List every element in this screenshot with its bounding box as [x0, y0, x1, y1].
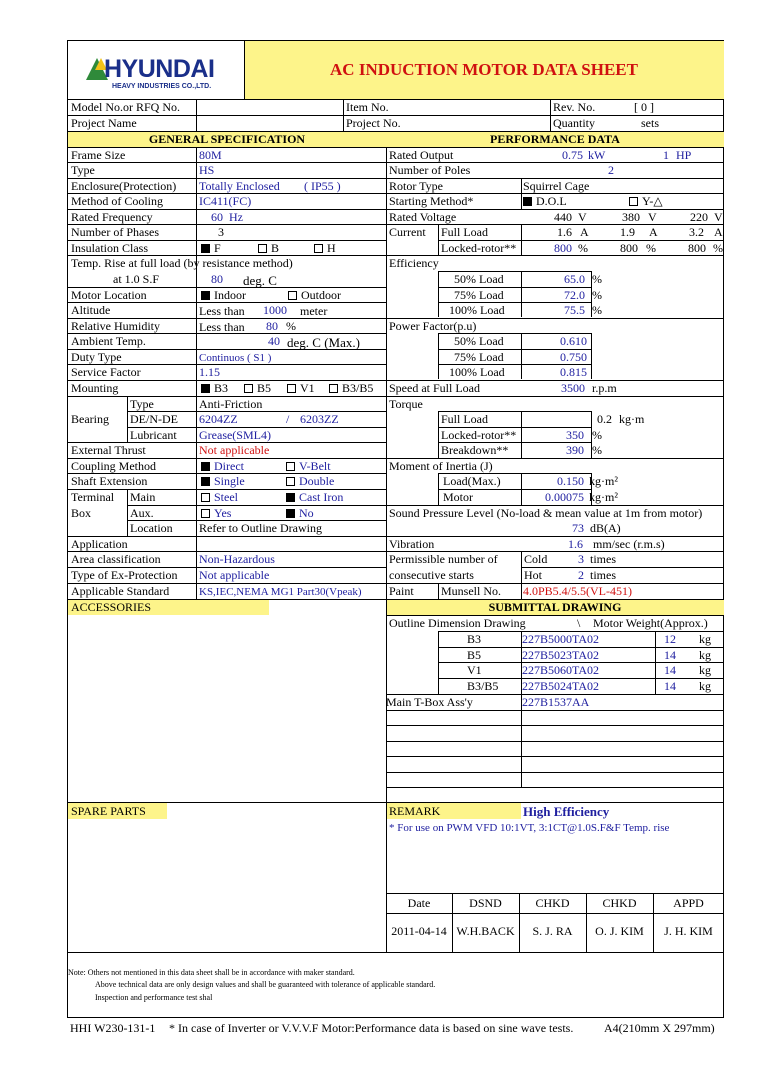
type-value: HS: [199, 163, 215, 177]
rotor-value: Squirrel Cage: [523, 179, 590, 193]
type-label: Type: [71, 163, 95, 177]
vibration-label: Vibration: [389, 537, 435, 551]
bearing-type-value: Anti-Friction: [199, 397, 263, 411]
paint-label: Paint: [389, 584, 414, 598]
voltage-unit: V: [578, 210, 587, 224]
pf-50-value: 0.610: [560, 334, 587, 348]
signoff-chkd2-header: CHKD: [602, 896, 637, 910]
drawing-weight: 14: [664, 648, 676, 662]
service-factor-value: 1.15: [199, 365, 220, 379]
torque-breakdown-value: 390: [566, 443, 584, 457]
voltage-unit: V: [648, 210, 657, 224]
current-full-380: 1.9: [620, 225, 635, 239]
humidity-value: 80: [266, 319, 278, 333]
signoff-dsnd-value: W.H.BACK: [456, 924, 515, 938]
frequency-label: Rated Frequency: [71, 210, 153, 224]
signoff-chkd-header: CHKD: [535, 896, 570, 910]
ambient-label: Ambient Temp.: [71, 334, 146, 348]
motor-weight-label: Motor Weight(Approx.): [593, 616, 708, 630]
eff-100-label: 100% Load: [449, 303, 505, 317]
starting-option-dol[interactable]: D.O.L: [523, 194, 567, 209]
project-no-label: Project No.: [346, 116, 401, 130]
voltage-440: 440: [554, 210, 572, 224]
checkbox-icon: [629, 197, 638, 206]
area-value: Non-Hazardous: [199, 552, 275, 566]
eff-unit: %: [592, 288, 602, 302]
signoff-chkd-value: S. J. RA: [532, 924, 573, 938]
paint-value: 4.0PB5.4/5.5(VL-451): [523, 584, 632, 598]
voltage-label: Rated Voltage: [389, 210, 457, 224]
eff-50-label: 50% Load: [454, 272, 504, 286]
pf-50-label: 50% Load: [454, 334, 504, 348]
altitude-prefix: Less than: [199, 304, 245, 318]
pf-100-label: 100% Load: [449, 365, 505, 379]
current-full-440: 1.6: [557, 225, 572, 239]
vibration-value: 1.6: [568, 537, 583, 551]
temp-rise-value: 80: [211, 272, 223, 286]
standard-value: KS,IEC,NEMA MG1 Part30(Vpeak): [199, 586, 362, 598]
drawing-number: 227B5024TA02: [522, 679, 600, 693]
quantity-unit: sets: [641, 116, 659, 130]
location-option-indoor[interactable]: Indoor: [201, 288, 246, 303]
output-label: Rated Output: [389, 148, 454, 162]
speed-label: Speed at Full Load: [389, 381, 480, 395]
coupling-option-direct[interactable]: Direct: [201, 459, 244, 474]
submittal-separator: \: [577, 616, 581, 630]
bearing-type-label: Type: [130, 397, 154, 411]
tbox-label: Main T-Box Ass'y: [386, 695, 473, 709]
shaft-option-single[interactable]: Single: [201, 474, 245, 489]
torque-locked-value: 350: [566, 428, 584, 442]
aux-option-yes[interactable]: Yes: [201, 506, 231, 521]
inertia-load-value: 0.150: [557, 474, 584, 488]
aux-option-no[interactable]: No: [286, 506, 314, 521]
drawing-weight: 14: [664, 663, 676, 677]
humidity-unit: %: [286, 319, 296, 333]
checked-box-icon: [201, 384, 210, 393]
insulation-option-f[interactable]: F: [201, 241, 221, 256]
inertia-unit: kg·m²: [589, 490, 618, 504]
insulation-option-b[interactable]: B: [258, 241, 279, 256]
terminal-location-value: Refer to Outline Drawing: [199, 521, 322, 535]
current-locked-unit: %: [578, 241, 588, 255]
duty-value: Continuos ( S1 ): [199, 352, 272, 364]
current-unit: A: [649, 225, 658, 239]
bearing-label: Bearing: [71, 412, 109, 426]
starts-unit: times: [590, 552, 616, 566]
voltage-380: 380: [622, 210, 640, 224]
phases-value: 3: [218, 225, 224, 239]
checkbox-icon: [286, 477, 295, 486]
inertia-unit: kg·m²: [589, 474, 618, 488]
current-locked-220: 800: [688, 241, 706, 255]
checkbox-icon: [201, 509, 210, 518]
starts-hot-value: 2: [578, 568, 584, 582]
sound-label: Sound Pressure Level (No-load & mean value at 1m from motor): [389, 506, 703, 520]
tbox-value: 227B1537AA: [522, 695, 590, 709]
page-title: AC INDUCTION MOTOR DATA SHEET: [330, 60, 638, 79]
location-label: Motor Location: [71, 288, 147, 302]
shaft-label: Shaft Extension: [71, 474, 148, 488]
standard-label: Applicable Standard: [71, 584, 170, 598]
drawing-weight-unit: kg: [699, 679, 711, 693]
logo-text: HYUNDAI: [104, 55, 215, 83]
coupling-option-vbelt[interactable]: V-Belt: [286, 459, 331, 474]
current-locked-380: 800: [620, 241, 638, 255]
starting-option-y-delta[interactable]: Y-△: [629, 194, 663, 209]
inertia-label: Moment of Inertia (J): [389, 459, 493, 473]
poles-label: Number of Poles: [389, 163, 471, 177]
torque-locked-label: Locked-rotor**: [441, 428, 517, 442]
spare-parts-heading: SPARE PARTS: [71, 804, 146, 818]
footer-paper-size: A4(210mm X 297mm): [604, 1021, 715, 1035]
insulation-label: Insulation Class: [71, 241, 148, 255]
duty-label: Duty Type: [71, 350, 122, 364]
starting-label: Starting Method*: [389, 194, 474, 208]
item-label: Item No.: [346, 100, 389, 114]
thrust-value: Not applicable: [199, 443, 270, 457]
output-unit: kW: [588, 148, 606, 162]
frequency-value: 60: [211, 210, 223, 224]
current-label: Current: [389, 225, 426, 239]
humidity-label: Relative Humidity: [71, 319, 160, 333]
efficiency-label: Efficiency: [389, 256, 439, 270]
enclosure-value: Totally Enclosed: [199, 179, 280, 193]
bearing-nde-value: 6203ZZ: [300, 412, 339, 426]
remark-text: * For use on PWM VFD 10:1VT, 3:1CT@1.0S.F&F Temp. rise: [389, 822, 670, 834]
rev-label: Rev. No.: [553, 100, 596, 114]
mounting-option-b3[interactable]: B3: [201, 381, 228, 396]
drawing-mount: V1: [467, 663, 482, 677]
checkbox-icon: [201, 493, 210, 502]
torque-full-unit: kg·m: [619, 412, 645, 426]
signoff-dsnd-header: DSND: [469, 896, 502, 910]
bearing-de-label: DE/N-DE: [130, 412, 178, 426]
drawing-weight: 14: [664, 679, 676, 693]
checked-box-icon: [201, 462, 210, 471]
project-name-label: Project Name: [71, 116, 137, 130]
phases-label: Number of Phases: [71, 225, 159, 239]
terminal-aux-label: Aux.: [130, 506, 154, 520]
checked-box-icon: [201, 291, 210, 300]
bearing-separator: /: [286, 412, 290, 426]
insulation-option-h[interactable]: H: [314, 241, 336, 256]
starts-hot-label: Hot: [524, 568, 542, 582]
voltage-220: 220: [690, 210, 708, 224]
current-full-label: Full Load: [441, 225, 488, 239]
starts-label-1: Permissible number of: [389, 552, 498, 566]
voltage-unit: V: [714, 210, 723, 224]
ex-protection-label: Type of Ex-Protection: [71, 568, 178, 582]
torque-label: Torque: [389, 397, 423, 411]
remark-title: High Efficiency: [523, 804, 610, 819]
quantity-label: Quantity: [553, 116, 595, 130]
terminal-main-label: Main: [130, 490, 156, 504]
terminal-location-label: Location: [130, 521, 173, 535]
mounting-option-b3b5[interactable]: B3/B5: [329, 381, 373, 396]
note-line-2: Above technical data are only design values and shall be guaranteed with tolerance of applicable standard.: [95, 980, 436, 989]
outline-drawing-label: Outline Dimension Drawing: [389, 616, 526, 630]
data-sheet: [67, 40, 724, 1018]
drawing-number: 227B5060TA02: [522, 663, 600, 677]
eff-75-value: 72.0: [564, 288, 585, 302]
remark-heading: REMARK: [389, 804, 441, 818]
pf-75-label: 75% Load: [454, 350, 504, 364]
submittal-heading: SUBMITTAL DRAWING: [488, 600, 622, 614]
signoff-appd-header: APPD: [673, 896, 704, 910]
drawing-weight-unit: kg: [699, 632, 711, 646]
altitude-unit: meter: [300, 304, 328, 318]
temp-rise-label: Temp. Rise at full load (by resistance method): [71, 256, 293, 270]
footer-text: * In case of Inverter or V.V.V.F Motor:Performance data is based on sine wave tests.: [169, 1021, 574, 1035]
frame-size-label: Frame Size: [71, 148, 126, 162]
drawing-mount: B3/B5: [467, 679, 499, 693]
box-label: Box: [71, 506, 92, 520]
checkbox-icon: [314, 244, 323, 253]
torque-unit: %: [592, 428, 602, 442]
signoff-date-value: 2011-04-14: [391, 924, 447, 938]
eff-100-value: 75.5: [564, 303, 585, 317]
cooling-label: Method of Cooling: [71, 194, 163, 208]
checked-box-icon: [286, 493, 295, 502]
footer-doc-number: HHI W230-131-1: [70, 1021, 156, 1035]
terminal-option-steel[interactable]: Steel: [201, 490, 238, 505]
inertia-motor-label: Motor: [443, 490, 473, 504]
torque-unit: %: [592, 443, 602, 457]
altitude-label: Altitude: [71, 303, 111, 317]
starts-cold-label: Cold: [524, 552, 548, 566]
application-label: Application: [71, 537, 128, 551]
drawing-weight-unit: kg: [699, 648, 711, 662]
altitude-value: 1000: [263, 303, 287, 317]
lubricant-value: Grease(SML4): [199, 428, 271, 442]
output-value: 0.75: [562, 148, 583, 162]
checkbox-icon: [287, 384, 296, 393]
area-label: Area classification: [71, 552, 161, 566]
ambient-value: 40: [268, 334, 280, 348]
drawing-number: 227B5000TA02: [522, 632, 600, 646]
pf-75-value: 0.750: [560, 350, 587, 364]
logo-subtext: HEAVY INDUSTRIES CO.,LTD.: [112, 83, 212, 90]
cooling-value: IC411(FC): [199, 194, 252, 208]
current-locked-unit: %: [646, 241, 656, 255]
signoff-chkd2-value: O. J. KIM: [595, 924, 644, 938]
speed-value: 3500: [561, 381, 585, 395]
torque-breakdown-label: Breakdown**: [441, 443, 509, 457]
current-locked-440: 800: [554, 241, 572, 255]
frequency-unit: Hz: [229, 210, 243, 224]
sound-value: 73: [572, 521, 584, 535]
sound-unit: dB(A): [590, 521, 621, 535]
output-hp-value: 1: [663, 148, 669, 162]
output-hp-unit: HP: [676, 148, 692, 162]
thrust-label: External Thrust: [71, 443, 146, 457]
location-option-outdoor[interactable]: Outdoor: [288, 288, 341, 303]
inertia-motor-value: 0.00075: [545, 490, 584, 504]
current-full-220: 3.2: [689, 225, 704, 239]
drawing-number: 227B5023TA02: [522, 648, 600, 662]
hyundai-logo: [68, 41, 244, 99]
torque-full-value: 0.2: [597, 412, 612, 426]
munsell-label: Munsell No.: [441, 584, 501, 598]
humidity-prefix: Less than: [199, 320, 245, 334]
current-unit: A: [714, 225, 723, 239]
general-spec-heading: GENERAL SPECIFICATION: [148, 132, 306, 146]
enclosure-label: Enclosure(Protection): [71, 179, 177, 193]
lubricant-label: Lubricant: [130, 428, 177, 442]
eff-50-value: 65.0: [564, 272, 585, 286]
checkbox-icon: [286, 462, 295, 471]
coupling-label: Coupling Method: [71, 459, 157, 473]
eff-75-label: 75% Load: [454, 288, 504, 302]
checkbox-icon: [329, 384, 338, 393]
terminal-label: Terminal: [71, 490, 115, 504]
rev-value: [ 0 ]: [634, 100, 654, 114]
shaft-option-double[interactable]: Double: [286, 474, 334, 489]
checkbox-icon: [258, 244, 267, 253]
power-factor-label: Power Factor(p.u): [389, 319, 477, 333]
pf-100-value: 0.815: [560, 365, 587, 379]
checked-box-icon: [286, 509, 295, 518]
starts-cold-value: 3: [578, 552, 584, 566]
drawing-weight-unit: kg: [699, 663, 711, 677]
current-unit: A: [580, 225, 589, 239]
performance-heading: PERFORMANCE DATA: [490, 132, 620, 146]
ex-protection-value: Not applicable: [199, 568, 270, 582]
drawing-mount: B5: [467, 648, 482, 662]
signoff-appd-value: J. H. KIM: [664, 924, 713, 938]
note-line-1: Note: Others not mentioned in this data sheet shall be in accordance with maker standard.: [68, 968, 355, 977]
starts-label-2: consecutive starts: [389, 568, 474, 582]
checkbox-icon: [288, 291, 297, 300]
speed-unit: r.p.m: [592, 381, 617, 395]
current-locked-label: Locked-rotor**: [441, 241, 517, 255]
accessories-heading: ACCESSORIES: [71, 600, 152, 614]
model-label: Model No.or RFQ No.: [71, 100, 181, 114]
checkbox-icon: [244, 384, 253, 393]
eff-unit: %: [592, 303, 602, 317]
terminal-option-cast-iron[interactable]: Cast Iron: [286, 490, 343, 505]
mounting-option-v1[interactable]: V1: [287, 381, 315, 396]
checked-box-icon: [523, 197, 532, 206]
service-factor-label: Service Factor: [71, 365, 141, 379]
frame-size-value: 80M: [199, 148, 222, 162]
starts-unit: times: [590, 568, 616, 582]
checked-box-icon: [201, 477, 210, 486]
temp-rise-unit: deg. C: [243, 273, 277, 288]
vibration-unit: mm/sec (r.m.s): [593, 537, 665, 551]
checked-box-icon: [201, 244, 210, 253]
poles-value: 2: [608, 163, 614, 177]
torque-full-label: Full Load: [441, 412, 488, 426]
current-locked-unit: %: [713, 241, 723, 255]
protection-value: ( IP55 ): [304, 179, 341, 193]
delta-icon: △: [653, 194, 663, 208]
temp-rise-sub-label: at 1.0 S.F: [113, 272, 160, 286]
signoff-date-header: Date: [407, 896, 431, 910]
bearing-de-value: 6204ZZ: [199, 412, 238, 426]
note-line-3: Inspection and performance test shal: [95, 993, 213, 1002]
rotor-label: Rotor Type: [389, 179, 443, 193]
mounting-option-b5[interactable]: B5: [244, 381, 271, 396]
eff-unit: %: [592, 272, 602, 286]
drawing-weight: 12: [664, 632, 676, 646]
mounting-label: Mounting: [71, 381, 119, 395]
ambient-unit: deg. C (Max.): [287, 335, 360, 350]
inertia-load-label: Load(Max.): [443, 474, 501, 488]
drawing-mount: B3: [467, 632, 482, 646]
